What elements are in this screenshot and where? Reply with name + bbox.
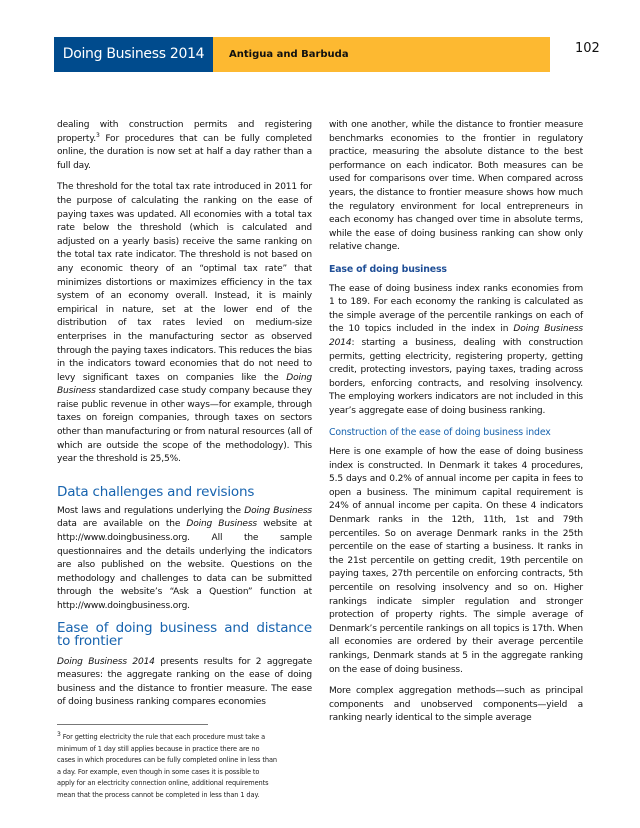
paragraph: dealing with construction permits and registering property.$^3$ For procedures that can be fully completed online, the duration is now set at half a day rather than a full day. — [57, 120, 312, 171]
publication-title: Doing Business 2014 — [54, 37, 213, 72]
paragraph: Doing Business 2014 presents results for 2 aggregate measures: the aggregate ranking on the ease of doing business and the distance to frontier measure. The ease of doing business ranking compares economies — [57, 656, 312, 708]
paragraph: Most laws and regulations underlying the Doing Business data are available on the Doing Business website at http://www.doingbusiness.org. All the sample questionnaires and the details underlying the indicators are also published on the website. Questions on the methodology and challenges to data can be submitted through the website’s “Ask a Question” function at http://www.doingbusiness.org. — [57, 505, 312, 611]
subheading-ease-of-doing-business: Ease of doing business — [329, 263, 447, 275]
paragraph: Here is one example of how the ease of doing business index is constructed. In Denmark it takes 4 procedures, 5.5 days and 0.2% of annual income per capita in fees to open a business. The minimum capital requirement is 24% of annual income per capita. On these 4 indicators Denmark ranks in the 12th, 11th, 1st and 79th percentiles. So on average Denmark ranks in the 25th percentile on the ease of starting a business. It ranks in the 21st percentile on getting credit, 19th percentile on paying taxes, 27th percentile on enforcing contracts, 5th percentile on resolving insolvency and so on. Higher rankings indicate simpler regulation and stronger protection of property rights. The simple average of Denmark’s percentile rankings on all topics is 17th. When all economies are ordered by their average percentile rankings, Denmark stands at 5 in the aggregate ranking on the ease of doing business. — [329, 447, 583, 675]
section-heading-data-challenges: Data challenges and revisions — [57, 483, 255, 500]
paragraph: More complex aggregation methods—such as principal components and unobserved components—yield a ranking nearly identical to the simple average — [329, 686, 583, 724]
left-column — [57, 119, 312, 718]
paragraph: The ease of doing business index ranks economies from 1 to 189. For each economy the ranking is calculated as the simple average of the percentile rankings on each of the 10 topics included in the index in Doing Business 2014: starting a business, dealing with construction permits, getting electricity, registering property, getting credit, protecting investors, paying taxes, trading across borders, enforcing contracts, and resolving insolvency. The employing workers indicators are not included in this year’s aggregate ease of doing business ranking. — [329, 283, 583, 416]
footnote: $^3$ For getting electricity the rule that each procedure must take a minimum of 1 day still applies because in practice there are no cases in which procedures can be fully completed online in less than a day. For example, even though in some cases it is possible to apply for an electricity connection online, additional requirements mean that the process cannot be completed in less than 1 day. — [57, 730, 277, 799]
paragraph: The threshold for the total tax rate introduced in 2011 for the purpose of calculating the ranking on the ease of paying taxes was updated. All economies with a total tax rate below the threshold (which is calculated and adjusted on a yearly basis) receive the same ranking on the total tax rate indicator. The threshold is not based on any economic theory of an “optimal tax rate” that minimizes distortions or maximizes efficiency in the tax system of an economy overall. Instead, it is mainly empirical in nature, set at the lower end of the distribution of tax rates levied on medium-size enterprises in the manufacturing sector as observed through the paying taxes indicators. This reduces the bias in the indicators toward economies that do not need to levy significant taxes on companies like the Doing Business standardized case study company because they raise public revenue in other ways—for example, through taxes on foreign companies, through taxes on sectors other than manufacturing or from natural resources (all of which are outside the scope of the methodology). This year the threshold is 25,5%. — [57, 182, 312, 465]
page-number: 102 — [575, 41, 600, 56]
footnote-marker: 3 — [57, 730, 61, 738]
economy-title: Antigua and Barbuda — [213, 37, 550, 72]
footnote-divider — [57, 724, 208, 725]
subheading-construction-of-index: Construction of the ease of doing business index — [329, 427, 551, 439]
footnote-reference[interactable]: 3 — [95, 131, 100, 139]
right-column — [329, 119, 583, 734]
section-heading-ease-of-doing-business: Ease of doing business and distance to frontier — [57, 619, 312, 649]
paragraph: with one another, while the distance to frontier measure benchmarks economies to the frontier in regulatory practice, measuring the absolute distance to the best performance on each indicator. Both measures can be used for comparisons over time. When compared across years, the distance to frontier measure shows how much the regulatory environment for local entrepreneurs in each economy has changed over time in absolute terms, while the ease of doing business ranking can show only relative change. — [329, 120, 583, 253]
